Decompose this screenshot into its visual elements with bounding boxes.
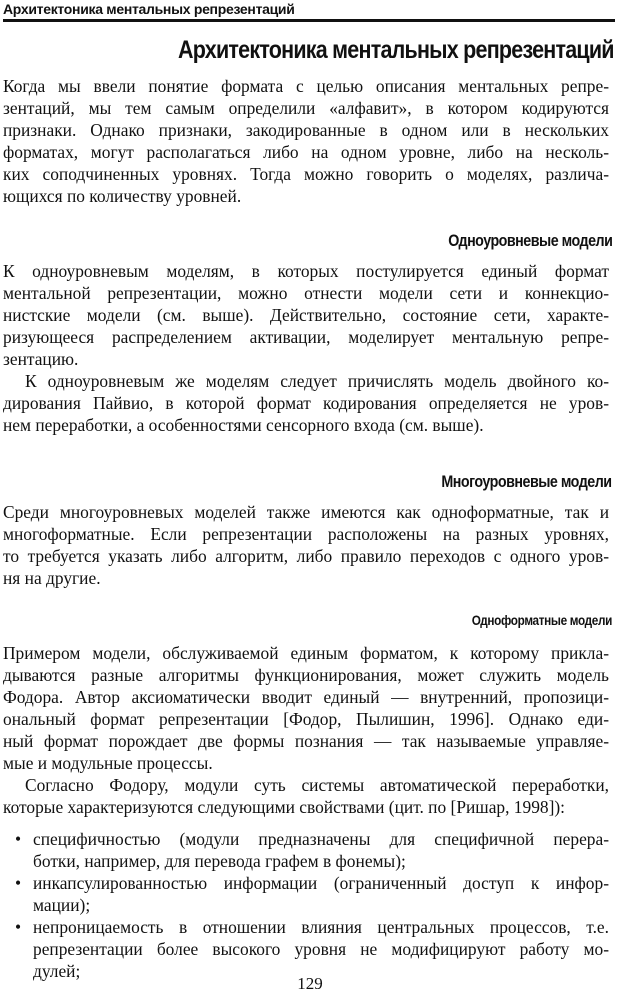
section-title-multi-level: Многоуровневые модели [441,472,612,491]
text-line: специфичностью (модули предназначены для специфичной перера- [33,829,609,849]
text-line: мые и модульные процессы. [3,753,213,773]
text-line: ный формат порождает две формы познания — так называемые управляе- [3,731,609,751]
text-line: Когда мы ввели понятие формата с целью описания ментальных репре- [3,76,609,96]
text-line: репрезентации более высокого уровня не модифицируют работу мо- [33,939,609,959]
multi-level-paragraph [3,501,609,589]
page-number: 129 [297,974,323,993]
text-line: К одноуровневым моделям, в которых постулируется единый формат [3,261,609,281]
text-line: зентацию. [3,349,79,369]
text-line: форматах, могут располагаться либо на одном уровне, либо на несколь- [3,142,609,162]
section-title-single-level: Одноуровневые модели [447,231,612,250]
single-level-paragraph-2 [3,370,609,436]
text-line: которые характеризуются следующими свойствами (цит. по [Ришар, 1998]): [3,797,566,817]
text-line: ботки, например, для перевода графем в фонемы); [33,851,406,871]
text-line: К одноуровневым же моделям следует причислять модель двойного ко- [25,371,609,391]
text-line: Согласно Фодору, модули суть системы автоматической переработки, [25,775,609,795]
text-line: ментальной репрезентации, можно отнести модели сети и коннекцио- [3,283,609,303]
list-item [3,872,609,916]
running-head-rule [3,19,615,22]
text-line: ких соподчиненных уровнях. Тогда можно говорить о моделях, различа- [3,164,609,184]
subsection-title-single-format: Одноформатные модели [471,612,612,628]
text-line: ющихся по количеству уровней. [3,186,242,206]
text-line: Фодора. Автор аксиоматически вводит единый — внутренний, пропозици- [3,687,609,707]
text-line: дываются разные алгоритмы функционирования, может служить модель [3,665,609,685]
text-line: инкапсулированностью информации (ограниченный доступ к инфор- [33,873,609,893]
running-head: Архитектоника ментальных репрезентаций [3,1,295,17]
text-line: мации); [33,895,91,915]
single-format-paragraph-1 [3,642,609,774]
text-line: ня на другие. [3,568,101,588]
bullet-icon: • [15,917,22,937]
text-line: многоформатные. Если репрезентации расположены на разных уровнях, [3,524,609,544]
module-properties-list [3,828,609,982]
text-line: то требуется указать либо алгоритм, либо правило переходов с одного уров- [3,546,609,566]
single-format-paragraph-2 [3,774,609,818]
single-level-paragraph-1 [3,260,609,370]
text-line: дирования Пайвио, в которой формат кодирования определяется не уров- [3,393,609,413]
text-line: зентаций, мы тем самым определили «алфавит», в котором кодируются [3,98,609,118]
chapter-title: Архитектоника ментальных репрезентаций [178,36,614,64]
text-line: нем переработки, а особенностями сенсорного входа (см. выше). [3,415,484,435]
text-line: нистские модели (см. выше). Действительно, состояние сети, характе- [3,305,609,325]
intro-paragraph [3,75,609,207]
list-item [3,828,609,872]
list-item [3,916,609,982]
bullet-icon: • [15,873,22,893]
text-line: дулей; [33,961,81,981]
text-line: Среди многоуровневых моделей также имеются как одноформатные, так и [3,502,609,522]
text-line: непроницаемость в отношении влияния центральных процессов, т.е. [33,917,609,937]
bullet-icon: • [15,829,22,849]
text-line: Примером модели, обслуживаемой единым форматом, к которому прикла- [3,643,609,663]
text-line: ональный формат репрезентации [Фодор, Пылишин, 1996]. Однако еди- [3,709,609,729]
text-line: ризующееся распределением активации, моделирует ментальную репре- [3,327,609,347]
text-line: признаки. Однако признаки, закодированные в одном или в нескольких [3,120,609,140]
